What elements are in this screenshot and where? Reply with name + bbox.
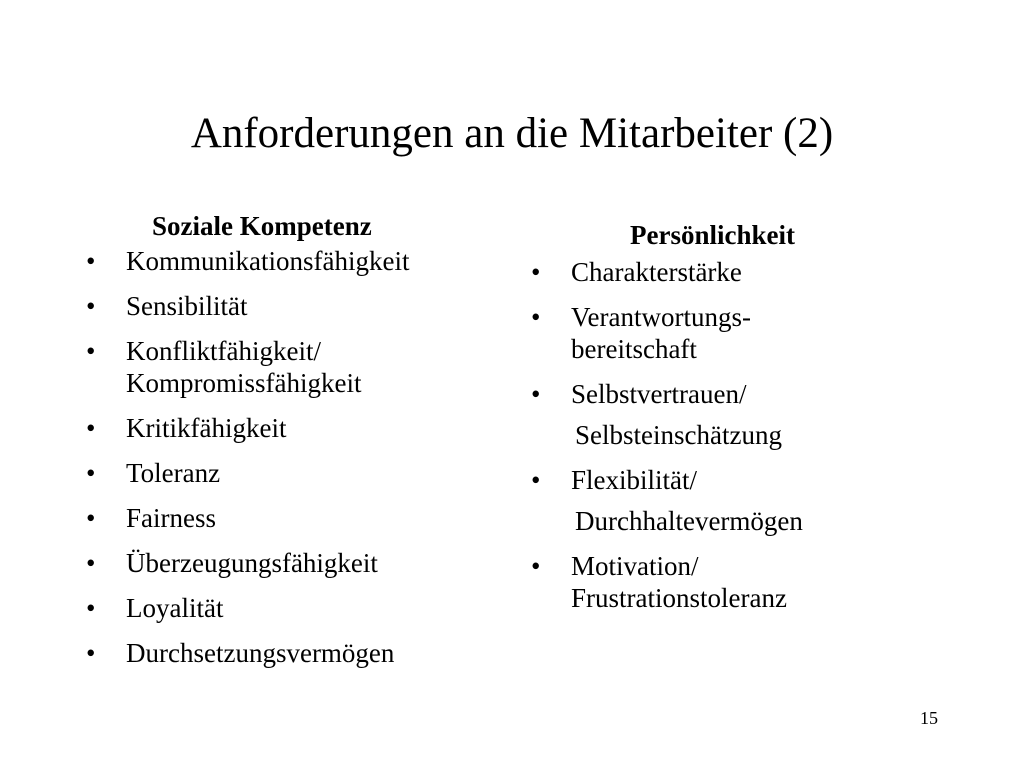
bullet-icon: • bbox=[531, 551, 541, 581]
list-item bbox=[82, 547, 512, 579]
list-item-text-continued: bereitschaft bbox=[571, 334, 697, 364]
left-column-heading: Soziale Kompetenz bbox=[152, 211, 372, 241]
bullet-icon: • bbox=[86, 638, 96, 668]
bullet-icon: • bbox=[531, 379, 541, 409]
list-item-text: Flexibilität/ bbox=[571, 465, 697, 495]
bullet-icon: • bbox=[531, 465, 541, 495]
list-item bbox=[82, 502, 512, 534]
list-item-continuation bbox=[527, 505, 927, 537]
bullet-icon: • bbox=[86, 246, 96, 276]
list-item-text: Durchhaltevermögen bbox=[575, 506, 803, 536]
list-item bbox=[527, 464, 927, 496]
page-number: 15 bbox=[920, 708, 938, 728]
list-item bbox=[82, 592, 512, 624]
list-item-text: Verantwortungs- bbox=[571, 302, 751, 332]
list-item bbox=[82, 457, 512, 489]
list-item bbox=[82, 335, 512, 399]
list-item-text: Selbsteinschätzung bbox=[575, 420, 782, 450]
list-item-continuation bbox=[527, 419, 927, 451]
list-item bbox=[82, 412, 512, 444]
list-item bbox=[82, 290, 512, 322]
list-item-text: Sensibilität bbox=[126, 291, 248, 321]
list-item bbox=[527, 256, 927, 288]
bullet-icon: • bbox=[86, 291, 96, 321]
bullet-icon: • bbox=[86, 413, 96, 443]
list-item-text: Selbstvertrauen/ bbox=[571, 379, 747, 409]
list-item-text: Toleranz bbox=[126, 458, 221, 488]
list-item bbox=[527, 550, 927, 614]
right-column bbox=[527, 217, 927, 614]
bullet-icon: • bbox=[86, 458, 96, 488]
list-item-text: Kritikfähigkeit bbox=[126, 413, 287, 443]
slide-title: Anforderungen an die Mitarbeiter (2) bbox=[190, 110, 834, 157]
list-item bbox=[527, 378, 927, 410]
bullet-icon: • bbox=[86, 336, 96, 366]
list-item-text: Überzeugungsfähigkeit bbox=[126, 548, 378, 578]
right-column-heading: Persönlichkeit bbox=[630, 220, 795, 250]
list-item-text: Durchsetzungsvermögen bbox=[126, 638, 395, 668]
list-item bbox=[82, 637, 512, 669]
bullet-icon: • bbox=[86, 548, 96, 578]
right-bullet-list bbox=[527, 256, 927, 614]
list-item-text: Loyalität bbox=[126, 593, 224, 623]
left-bullet-list bbox=[82, 245, 512, 669]
bullet-icon: • bbox=[86, 503, 96, 533]
bullet-icon: • bbox=[531, 302, 541, 332]
list-item-text-continued: Kompromissfähigkeit bbox=[126, 368, 362, 398]
list-item bbox=[82, 245, 512, 277]
list-item-text: Motivation/ bbox=[571, 551, 699, 581]
list-item-text: Fairness bbox=[126, 503, 216, 533]
list-item-text: Konfliktfähigkeit/ bbox=[126, 336, 321, 366]
list-item bbox=[527, 301, 927, 365]
list-item-text: Charakterstärke bbox=[571, 257, 742, 287]
bullet-icon: • bbox=[86, 593, 96, 623]
list-item-text: Kommunikationsfähigkeit bbox=[126, 246, 410, 276]
bullet-icon: • bbox=[531, 257, 541, 287]
list-item-text-continued: Frustrationstoleranz bbox=[571, 583, 787, 613]
left-column bbox=[82, 208, 512, 669]
